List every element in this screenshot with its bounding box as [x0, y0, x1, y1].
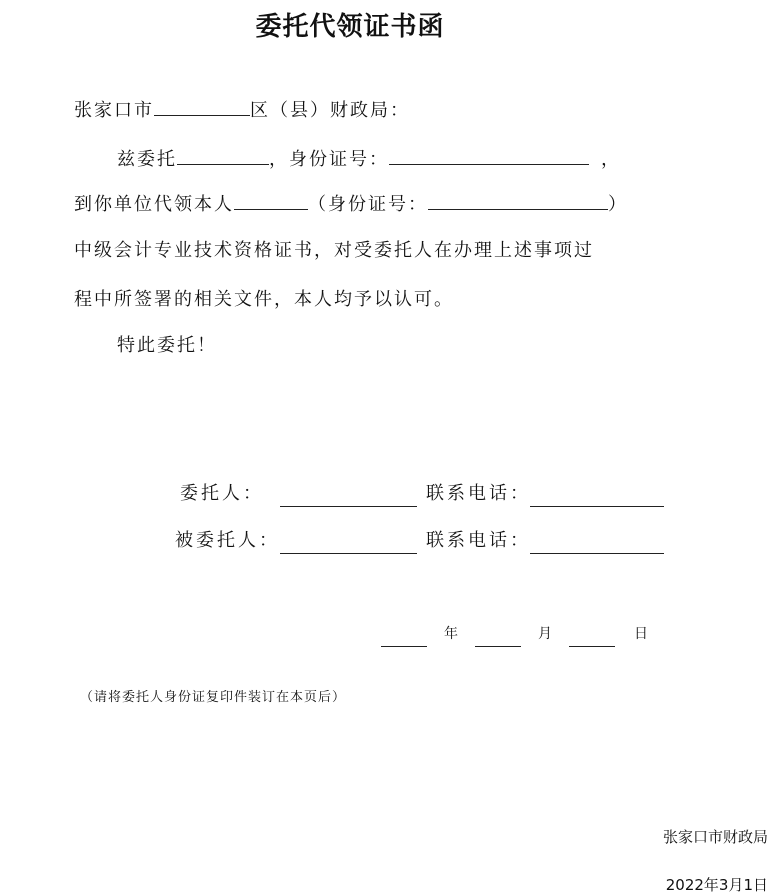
- agent-id-blank[interactable]: [389, 150, 589, 165]
- day-char: 日: [634, 626, 648, 642]
- page-title: 委托代领证书函: [255, 12, 445, 42]
- delegation-line-2: [74, 190, 628, 216]
- issuer-name: 张家口市财政局: [662, 828, 768, 846]
- delegate-prefix: 兹委托: [117, 149, 177, 170]
- delegation-line-4: 程中所签署的相关文件，本人均予以认可。: [74, 289, 454, 310]
- agent-signature-line[interactable]: [280, 552, 417, 554]
- year-char: 年: [444, 626, 458, 642]
- issue-date: 2022年3月1日: [665, 876, 768, 894]
- closing-text: 特此委托！: [117, 335, 217, 356]
- collect-prefix: 到你单位代领本人: [74, 194, 234, 215]
- principal-name-blank[interactable]: [234, 195, 308, 210]
- agent-id-label: 身份证号：: [289, 149, 389, 170]
- delegation-line-1: [117, 145, 621, 171]
- principal-id-blank[interactable]: [428, 195, 608, 210]
- principal-phone-label: 联系电话：: [426, 483, 531, 504]
- day-line[interactable]: [569, 645, 615, 647]
- line1-end: ，: [601, 149, 621, 170]
- principal-signature-line[interactable]: [280, 505, 417, 507]
- month-line[interactable]: [475, 645, 521, 647]
- month-char: 月: [538, 626, 552, 642]
- line2-end: ）: [608, 194, 628, 215]
- principal-phone-line[interactable]: [530, 505, 664, 507]
- agent-name-blank[interactable]: [177, 150, 269, 165]
- salutation-suffix: 区（县）财政局：: [250, 100, 410, 121]
- line1-comma: ，: [269, 149, 289, 170]
- agent-phone-label: 联系电话：: [426, 530, 531, 551]
- principal-label: 委托人：: [180, 483, 264, 504]
- delegation-line-3: 中级会计专业技术资格证书，对受委托人在办理上述事项过: [74, 240, 594, 261]
- salutation-line: [74, 96, 410, 122]
- attachment-note: （请将委托人身份证复印件装订在本页后）: [80, 690, 347, 705]
- district-blank[interactable]: [154, 101, 250, 116]
- year-line[interactable]: [381, 645, 427, 647]
- agent-phone-line[interactable]: [530, 552, 664, 554]
- principal-id-label: （身份证号：: [308, 194, 428, 215]
- agent-label: 被委托人：: [175, 530, 280, 551]
- salutation-city: 张家口市: [74, 100, 154, 121]
